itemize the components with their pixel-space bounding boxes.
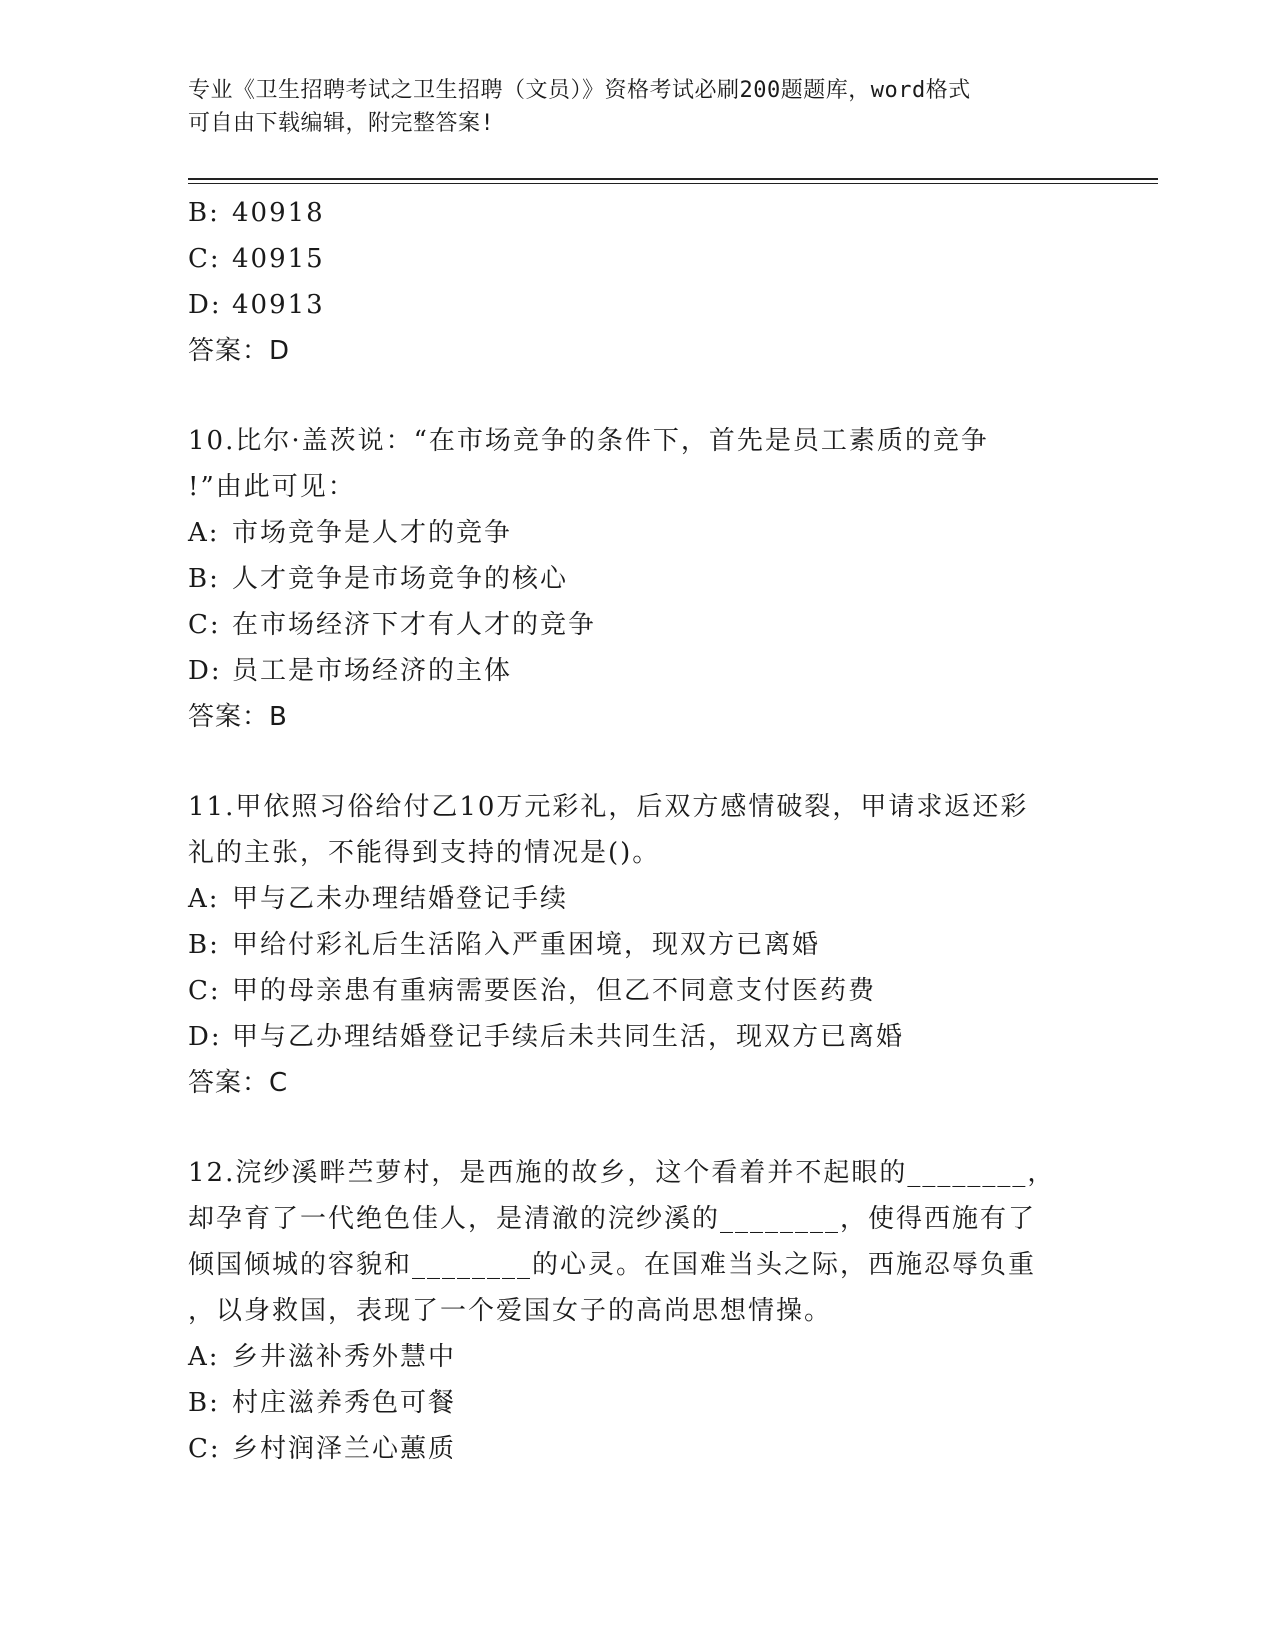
question-text: !”由此可见： <box>188 472 356 502</box>
prev-question <box>188 190 1088 374</box>
question-text: 11.甲依照习俗给付乙10万元彩礼，后双方感情破裂，甲请求返还彩 <box>188 792 1029 822</box>
option-letter: B: <box>188 198 220 228</box>
option-letter: A: <box>188 1342 220 1372</box>
option-c <box>188 602 1088 648</box>
header-line-1: 专业《卫生招聘考试之卫生招聘（文员）》资格考试必刷200题题库，word格式 <box>188 78 971 103</box>
option-text: 在市场经济下才有人才的竞争 <box>232 610 597 640</box>
question-text: 却孕育了一代绝色佳人，是清澈的浣纱溪的________，使得西施有了 <box>188 1204 1037 1234</box>
spacer <box>188 374 1088 418</box>
option-text: 员工是市场经济的主体 <box>232 656 513 686</box>
option-b <box>188 190 1088 236</box>
option-letter: D: <box>188 656 222 686</box>
option-text: 40918 <box>232 198 325 228</box>
option-text: 甲给付彩礼后生活陷入严重困境，现双方已离婚 <box>232 930 821 960</box>
option-text: 40913 <box>232 290 325 320</box>
option-b <box>188 556 1088 602</box>
option-c <box>188 236 1088 282</box>
option-letter: C: <box>188 610 221 640</box>
option-letter: B: <box>188 1388 220 1418</box>
question-text: 礼的主张，不能得到支持的情况是()。 <box>188 838 661 868</box>
option-b <box>188 1380 1088 1426</box>
question-text: ，以身救国，表现了一个爱国女子的高尚思想情操。 <box>188 1296 833 1326</box>
option-c <box>188 968 1088 1014</box>
option-text: 甲与乙未办理结婚登记手续 <box>232 884 569 914</box>
option-a <box>188 510 1088 556</box>
question-text: 倾国倾城的容貌和________的心灵。在国难当头之际，西施忍辱负重 <box>188 1250 1037 1280</box>
option-text: 甲的母亲患有重病需要医治，但乙不同意支付医药费 <box>232 976 877 1006</box>
spacer <box>188 1106 1088 1150</box>
question-10 <box>188 418 1088 740</box>
option-b <box>188 922 1088 968</box>
option-letter: A: <box>188 518 220 548</box>
option-text: 村庄滋养秀色可餐 <box>232 1388 457 1418</box>
document-header <box>188 74 1088 140</box>
option-letter: D: <box>188 290 222 320</box>
option-a <box>188 1334 1088 1380</box>
option-c <box>188 1426 1088 1472</box>
question-11 <box>188 784 1088 1106</box>
option-letter: D: <box>188 1022 222 1052</box>
spacer <box>188 740 1088 784</box>
answer-line: 答案：D <box>188 336 291 366</box>
option-d <box>188 282 1088 328</box>
question-text: 12.浣纱溪畔苎萝村，是西施的故乡，这个看着并不起眼的________， <box>188 1158 1056 1188</box>
answer-line: 答案：B <box>188 702 288 732</box>
option-letter: C: <box>188 976 221 1006</box>
option-text: 人才竞争是市场竞争的核心 <box>232 564 569 594</box>
option-letter: B: <box>188 930 220 960</box>
option-text: 甲与乙办理结婚登记手续后未共同生活，现双方已离婚 <box>232 1022 905 1052</box>
option-text: 市场竞争是人才的竞争 <box>232 518 513 548</box>
option-letter: A: <box>188 884 220 914</box>
question-text: 10.比尔·盖茨说：“在市场竞争的条件下，首先是员工素质的竞争 <box>188 426 989 456</box>
option-text: 40915 <box>232 244 325 274</box>
option-text: 乡井滋补秀外慧中 <box>232 1342 457 1372</box>
header-line-2: 可自由下载编辑，附完整答案! <box>188 111 495 136</box>
option-letter: C: <box>188 244 221 274</box>
option-letter: C: <box>188 1434 221 1464</box>
question-content <box>188 190 1088 1472</box>
header-divider <box>188 178 1158 184</box>
option-letter: B: <box>188 564 220 594</box>
question-12 <box>188 1150 1088 1472</box>
option-a <box>188 876 1088 922</box>
option-text: 乡村润泽兰心蕙质 <box>232 1434 457 1464</box>
option-d <box>188 1014 1088 1060</box>
option-d <box>188 648 1088 694</box>
answer-line: 答案：C <box>188 1068 289 1098</box>
